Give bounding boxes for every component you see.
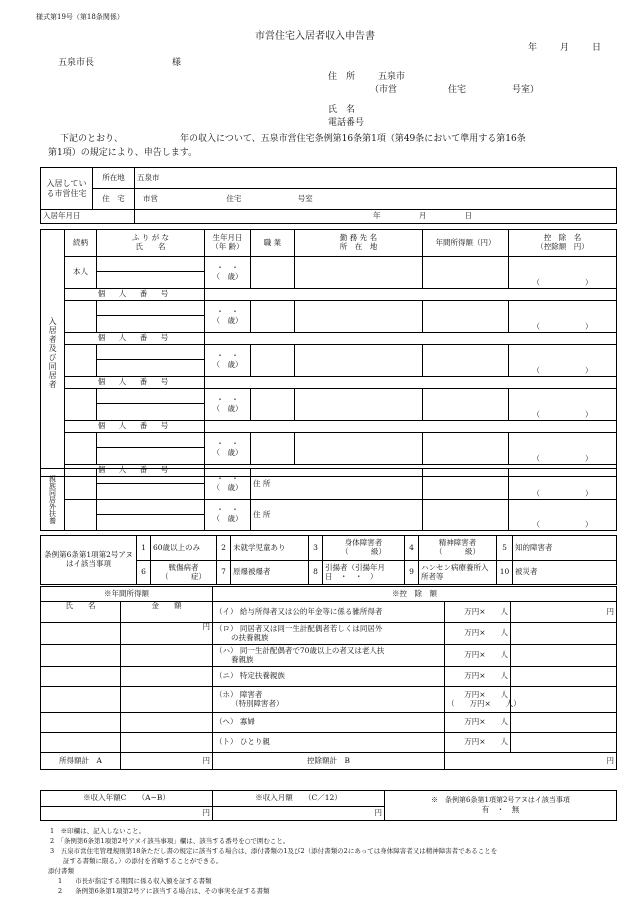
- applicant-name-label: 氏 名: [328, 105, 356, 115]
- member2-workplace[interactable]: [295, 301, 423, 333]
- attachment-2: 2 条例第6条第1項第2号アに該当する場合は、その事実を証する書類: [58, 887, 270, 895]
- member2-deduction[interactable]: （ ）: [509, 301, 617, 333]
- cond-9-text: ハンセン病療養所入 所者等: [419, 561, 497, 585]
- dependent2-name[interactable]: [97, 515, 205, 531]
- deduction-he-yen[interactable]: [511, 713, 617, 733]
- income-amount-col: 金 額: [121, 602, 213, 623]
- page-title: 市営住宅入居者収入申告書: [255, 31, 375, 42]
- income-calc-table: [40, 586, 617, 770]
- dependent1-income[interactable]: [423, 469, 509, 500]
- cond-7-no[interactable]: 7: [217, 561, 231, 585]
- cond-2-no[interactable]: 2: [217, 536, 231, 561]
- move-in-month: 月: [418, 211, 427, 221]
- col-name: ふ り が な 氏 名: [97, 230, 205, 257]
- deduction-ho-unit[interactable]: 万円× 人 （ 万円× 人）: [445, 687, 511, 713]
- date-year: 年: [528, 43, 538, 53]
- deduction-total-value[interactable]: 円: [445, 753, 617, 770]
- residence-location-value: 五泉市: [137, 172, 160, 182]
- cond-6-text: 戦傷病者 （ 症）: [151, 561, 217, 585]
- income-month-label: ※収入月額 （C／12）: [213, 791, 385, 807]
- member1-workplace[interactable]: [295, 257, 423, 289]
- member2-furigana[interactable]: [97, 301, 205, 316]
- deduction-ni-text: （ニ） 特定扶養親族: [213, 667, 445, 687]
- member1-mynumber-label: 個 人 番 号: [65, 289, 205, 301]
- note-3: 3 五泉市営住宅管理規則第18条ただし書の規定に該当する場合は、添付書類の1及び2（添付書類の2にあっては身体障害者又は精神障害者であることを: [50, 847, 498, 855]
- note-1: 1 ※印欄は、記入しないこと。: [50, 827, 146, 835]
- cond-10-text: 被災者: [513, 561, 617, 585]
- member1-mynumber-field[interactable]: [205, 289, 617, 301]
- deduction-ho-text: （ホ） 障害者 （特別障害者）: [213, 687, 445, 713]
- dependent2-birth[interactable]: ・ ・ （ 歳）: [205, 500, 251, 531]
- member3-name[interactable]: [97, 360, 205, 377]
- members-section-label: 入居者及び同居者: [41, 230, 65, 477]
- move-in-day: 日: [464, 211, 473, 221]
- residence-location-label: 所在地: [93, 168, 135, 189]
- col-income: 年間所得額（円）: [423, 230, 509, 257]
- member3-job[interactable]: [251, 345, 295, 377]
- income-row2-name[interactable]: [41, 645, 121, 667]
- member3-birth[interactable]: ・ ・ （ 歳）: [205, 345, 251, 377]
- attachment-1: 1 市長が指定する期間に係る収入額を証する書類: [58, 877, 212, 885]
- member5-name[interactable]: [97, 448, 205, 465]
- attachments: [48, 866, 270, 896]
- applicant-address-label: 住 所: [328, 72, 356, 82]
- deduction-ha-text: （ハ） 同一生計配偶者で70歳以上の者又は老人扶 養親族: [213, 645, 445, 667]
- income-row1-amount[interactable]: 円: [121, 623, 213, 645]
- cond-6-no[interactable]: 6: [137, 561, 151, 585]
- member4-mynumber-field[interactable]: [205, 421, 617, 433]
- member5-birth[interactable]: ・ ・ （ 歳）: [205, 433, 251, 465]
- income-row4-name[interactable]: [41, 687, 121, 713]
- deduction-he-text: （ヘ） 寡婦: [213, 713, 445, 733]
- dependent1-address[interactable]: 住 所: [251, 469, 423, 500]
- form-number: 様式第19号（第18条関係）: [36, 13, 124, 21]
- member3-mynumber-label: 個 人 番 号: [65, 377, 205, 389]
- attachments-title: 添付書類: [48, 867, 74, 875]
- dependent2-deduction[interactable]: （ ）: [509, 500, 617, 531]
- intro-start: 下記のとおり、: [60, 134, 124, 144]
- col-job: 職 業: [251, 230, 295, 257]
- residence-jutaku: 住宅: [226, 193, 242, 203]
- member1-furigana[interactable]: [97, 257, 205, 272]
- member1-job[interactable]: [251, 257, 295, 289]
- cond-10-no[interactable]: 10: [497, 561, 513, 585]
- member3-mynumber-field[interactable]: [205, 377, 617, 389]
- member2-name[interactable]: [97, 316, 205, 333]
- intro-line2: 第1項）の規定により、申告します。: [48, 148, 198, 158]
- deduction-ha-unit[interactable]: 万円× 人: [445, 645, 511, 667]
- col-workplace: 勤 務 先 名 所 在 地: [295, 230, 423, 257]
- summary-table: [40, 790, 617, 821]
- col-deduction: 控 除 名 （控除額 円）: [509, 230, 617, 257]
- member4-job[interactable]: [251, 389, 295, 421]
- deduction-ho-yen[interactable]: [511, 687, 617, 713]
- dependent1-relation[interactable]: [65, 469, 97, 500]
- member5-workplace[interactable]: [295, 433, 423, 465]
- member4-name[interactable]: [97, 404, 205, 421]
- deduction-to-unit[interactable]: 万円× 人: [445, 733, 511, 753]
- deduction-ro-yen[interactable]: [511, 623, 617, 645]
- income-row5-amount[interactable]: [121, 713, 213, 733]
- cond-8-no[interactable]: 8: [309, 561, 323, 585]
- dependent1-birth[interactable]: ・ ・ （ 歳）: [205, 469, 251, 500]
- income-row6-name[interactable]: [41, 733, 121, 753]
- cond-1-no[interactable]: 1: [137, 536, 151, 561]
- income-row6-amount[interactable]: [121, 733, 213, 753]
- members-table: [40, 229, 617, 477]
- member4-income[interactable]: [423, 389, 509, 421]
- addressee-mayor: 五泉市長: [58, 58, 95, 68]
- deduction-ni-yen[interactable]: [511, 667, 617, 687]
- intro-line1: 年の収入について、五泉市営住宅条例第16条第1項（第49条において準用する第16条: [180, 134, 526, 144]
- member3-workplace[interactable]: [295, 345, 423, 377]
- dependent2-income[interactable]: [423, 500, 509, 531]
- notes: [50, 826, 497, 866]
- deduction-i-yen[interactable]: 円: [511, 602, 617, 623]
- col-birth: 生年月日 （年 齢）: [205, 230, 251, 257]
- income-month-value[interactable]: 円: [213, 807, 385, 821]
- deduction-ro-unit[interactable]: 万円× 人: [445, 623, 511, 645]
- date-day: 日: [592, 43, 602, 53]
- income-row3-name[interactable]: [41, 667, 121, 687]
- dependents-table: [40, 468, 617, 531]
- dependent1-deduction[interactable]: （ ）: [509, 469, 617, 500]
- member2-job[interactable]: [251, 301, 295, 333]
- member4-mynumber-label: 個 人 番 号: [65, 421, 205, 433]
- deduction-ro-text: （ロ） 同居者又は同一生計配偶者若しくは同居外 の扶養親族: [213, 623, 445, 645]
- dependent2-furigana[interactable]: [97, 500, 205, 515]
- addressee-sama: 様: [172, 58, 182, 68]
- deduction-ni-unit[interactable]: 万円× 人: [445, 667, 511, 687]
- member1-name[interactable]: [97, 272, 205, 289]
- dependent1-furigana[interactable]: [97, 469, 205, 484]
- applicant-address-city: 五泉市: [378, 72, 406, 82]
- residence-room: 号室: [297, 193, 313, 203]
- dependent1-name[interactable]: [97, 484, 205, 500]
- applicant-housing-room: 号室）: [512, 85, 540, 95]
- cond-3-text: 身体障害者 （ 級）: [323, 536, 405, 561]
- member4-furigana[interactable]: [97, 389, 205, 404]
- cond-5-no[interactable]: 5: [497, 536, 513, 561]
- dependents-label: 親族同居外扶養: [41, 469, 65, 531]
- member2-mynumber-label: 個 人 番 号: [65, 333, 205, 345]
- note-4: 証する書類に限る。）の添付を省略することができる。: [50, 857, 223, 865]
- member4-birth[interactable]: ・ ・ （ 歳）: [205, 389, 251, 421]
- income-row5-name[interactable]: [41, 713, 121, 733]
- conditions-table: [40, 535, 617, 585]
- move-in-label: 入居年月日: [41, 210, 135, 224]
- member3-furigana[interactable]: [97, 345, 205, 360]
- member2-birth[interactable]: ・ ・ （ 歳）: [205, 301, 251, 333]
- member3-relation[interactable]: [65, 345, 97, 377]
- applicant-phone-label: 電話番号: [328, 118, 365, 128]
- member5-job[interactable]: [251, 433, 295, 465]
- date-month: 月: [560, 43, 570, 53]
- conditions-label: 条例第6条第1項第2号アヌはイ該当事項: [41, 536, 137, 585]
- member4-workplace[interactable]: [295, 389, 423, 421]
- cond-4-text: 精神障害者 （ 級）: [419, 536, 497, 561]
- income-row3-amount[interactable]: [121, 667, 213, 687]
- residence-housing-label: 住 宅: [93, 189, 135, 210]
- residence-location-field[interactable]: [135, 168, 617, 189]
- income-row1-name[interactable]: [41, 623, 121, 645]
- residence-shiei: 市営: [143, 193, 158, 203]
- income-c-value[interactable]: 円: [41, 807, 213, 821]
- cond-7-text: 原爆被爆者: [231, 561, 309, 585]
- cond-4-no[interactable]: 4: [405, 536, 419, 561]
- member2-income[interactable]: [423, 301, 509, 333]
- cond-3-no[interactable]: 3: [309, 536, 323, 561]
- member4-deduction[interactable]: （ ）: [509, 389, 617, 421]
- member1-birth[interactable]: ・ ・ （ 歳）: [205, 257, 251, 289]
- annual-income-header: ※年間所得額: [41, 587, 213, 602]
- cond-9-no[interactable]: 9: [405, 561, 419, 585]
- dependent2-address[interactable]: 住 所: [251, 500, 423, 531]
- residence-table: [40, 167, 617, 224]
- member1-income[interactable]: [423, 257, 509, 289]
- income-c-label: ※収入年額C （A−B）: [41, 791, 213, 807]
- move-in-field[interactable]: [135, 210, 617, 224]
- dependent2-relation[interactable]: [65, 500, 97, 531]
- member5-deduction[interactable]: （ ）: [509, 433, 617, 465]
- member5-income[interactable]: [423, 433, 509, 465]
- member5-relation[interactable]: [65, 433, 97, 465]
- deduction-he-unit[interactable]: 万円× 人: [445, 713, 511, 733]
- cond-2-text: 未就学児童あり: [231, 536, 309, 561]
- deduction-ha-yen[interactable]: [511, 645, 617, 667]
- member1-relation: 本人: [65, 257, 97, 289]
- income-row2-amount[interactable]: [121, 645, 213, 667]
- member3-income[interactable]: [423, 345, 509, 377]
- cond-1-text: 60歳以上のみ: [151, 536, 217, 561]
- applicant-housing-open: （市営: [370, 85, 398, 95]
- residence-housing-field[interactable]: [135, 189, 617, 210]
- member4-relation[interactable]: [65, 389, 97, 421]
- member3-deduction[interactable]: （ ）: [509, 345, 617, 377]
- deduction-to-text: （ト） ひとり親: [213, 733, 445, 753]
- deduction-to-yen[interactable]: [511, 733, 617, 753]
- member2-mynumber-field[interactable]: [205, 333, 617, 345]
- income-row4-amount[interactable]: [121, 687, 213, 713]
- income-name-col: 氏 名: [41, 602, 121, 623]
- cond-5-text: 知的障害者: [513, 536, 617, 561]
- move-in-year: 年: [373, 211, 381, 221]
- member5-furigana[interactable]: [97, 433, 205, 448]
- income-total-value[interactable]: 円: [121, 753, 213, 770]
- income-total-label: 所得額計 A: [41, 753, 121, 770]
- deduction-i-unit[interactable]: 万円× 人: [445, 602, 511, 623]
- deduction-header: ※控 除 額: [213, 587, 617, 602]
- deduction-i-text: （イ） 給与所得者又は公的年金等に係る雑所得者: [213, 602, 445, 623]
- member5-mynumber-label: 個 人 番 号: [65, 465, 205, 477]
- col-relation: 続柄: [65, 230, 97, 257]
- residence-label: 入居している市営住宅: [41, 168, 93, 210]
- note-2: 2 「条例第6条第1項第2号アヌイ該当事項」欄は、該当する番号を○で囲むこと。: [50, 837, 290, 845]
- applicable-cell[interactable]: ※ 条例第6条第1項第2号アヌはイ該当事項 有 ・ 無: [385, 791, 617, 821]
- applicant-housing-jutaku: 住宅: [448, 85, 467, 95]
- member1-deduction[interactable]: （ ）: [509, 257, 617, 289]
- deduction-total-label: 控除額計 B: [213, 753, 445, 770]
- cond-8-text: 引揚者（引揚年月 日 ・ ・ ）: [323, 561, 405, 585]
- member2-relation[interactable]: [65, 301, 97, 333]
